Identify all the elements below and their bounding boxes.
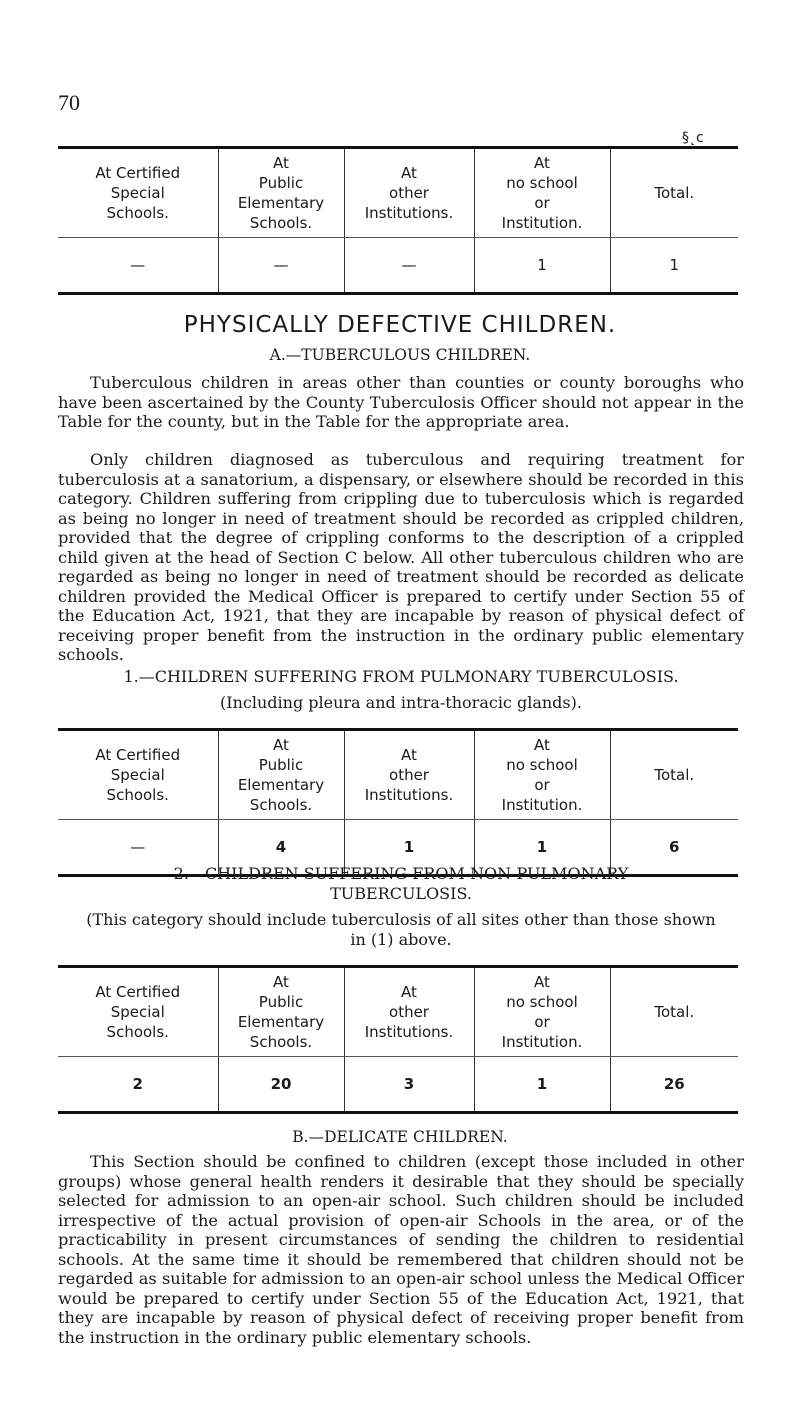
- subsection-1-heading: 1.—CHILDREN SUFFERING FROM PULMONARY TUBERCULOSIS.: [123, 667, 679, 686]
- stray-mark: §˛c: [682, 130, 704, 146]
- cell-no-school: 1: [474, 1057, 610, 1113]
- cell-other: 1: [344, 820, 474, 876]
- header-certified-special: At Certified Special Schools.: [58, 148, 218, 238]
- subsection-2-note-line-1: (This category should include tuberculosis of all sites other than those shown: [86, 910, 716, 929]
- cell-no-school: 1: [474, 238, 610, 294]
- main-heading: PHYSICALLY DEFECTIVE CHILDREN.: [183, 312, 617, 338]
- cell-other: —: [344, 238, 474, 294]
- section-b-para: This Section should be confined to children (except those included in other groups) whose general health renders it desirable that they should be specially selected for admission to an open-air school. Such children should be included irrespective of the actual provision of open-air Schools in the area, or of the practicability in present circumstances of sending the children to residential schools. At the same time it should be remembered that children should not be regarded as suitable for admission to an open-air school unless the Medical Officer would be prepared to certify under Section 55 of the Education Act, 1921, that they are incapable by reason of physical defect of receiving proper benefit from the instruction in the ordinary public elementary schools.: [58, 1152, 744, 1347]
- header-no-school: At no school or Institution.: [474, 967, 610, 1057]
- section-a-para-2: Only children diagnosed as tuberculous and requiring treatment for tuberculosis at a sanatorium, a dispensary, or elsewhere should be recorded in this category. Children suffering from crippling due to tuberculosis which is regarded as being no longer in need of treatment should be recorded as crippled children, provided that the degree of crippling conforms to the description of a crippled child given at the head of Section C below. All other tuberculous children who are regarded as being no longer in need of treatment should be recorded as delicate children provided the Medical Officer is prepared to certify under Section 55 of the Education Act, 1921, that they are incapable by reason of physical defect of receiving proper benefit from the instruction in the ordinary public elementary schools.: [58, 450, 744, 664]
- subsection-1-note: (Including pleura and intra-thoracic glands).: [220, 693, 582, 712]
- cell-no-school: 1: [474, 820, 610, 876]
- header-public-elementary: At Public Elementary Schools.: [218, 967, 344, 1057]
- header-no-school: At no school or Institution.: [474, 148, 610, 238]
- table-2: [58, 728, 738, 877]
- subsection-2-note-line-2: in (1) above.: [350, 930, 452, 949]
- cell-public: 20: [218, 1057, 344, 1113]
- header-no-school: At no school or Institution.: [474, 730, 610, 820]
- cell-public: —: [218, 238, 344, 294]
- subsection-2-heading-line-2: TUBERCULOSIS.: [330, 884, 472, 903]
- header-certified-special: At Certified Special Schools.: [58, 730, 218, 820]
- section-b-heading: B.—DELICATE CHILDREN.: [292, 1128, 508, 1146]
- header-public-elementary: At Public Elementary Schools.: [218, 730, 344, 820]
- cell-certified: —: [58, 820, 218, 876]
- header-other-institutions: At other Institutions.: [344, 148, 474, 238]
- subsection-2-heading-line-1: 2.—CHILDREN SUFFERING FROM NON-PULMONARY: [173, 864, 629, 883]
- table-row: [58, 1057, 738, 1113]
- cell-total: 26: [663, 1075, 685, 1093]
- header-total: Total.: [610, 967, 738, 1057]
- cell-other: 3: [344, 1057, 474, 1113]
- cell-public: 4: [218, 820, 344, 876]
- page-number: 70: [58, 90, 80, 115]
- header-public-elementary: At Public Elementary Schools.: [218, 148, 344, 238]
- section-a-heading: A.—TUBERCULOUS CHILDREN.: [269, 346, 531, 364]
- cell-total: 1: [669, 256, 680, 274]
- cell-total: 6: [669, 838, 680, 856]
- cell-certified: 2: [58, 1057, 218, 1113]
- table-3: [58, 965, 738, 1114]
- table-row: [58, 238, 738, 294]
- header-total: Total.: [610, 730, 738, 820]
- section-a-para-1: Tuberculous children in areas other than counties or county boroughs who have been ascertained by the County Tuberculosis Officer should not appear in the Table for the county, but in the Table for the appropriate area.: [58, 373, 744, 431]
- header-other-institutions: At other Institutions.: [344, 967, 474, 1057]
- header-total: Total.: [610, 148, 738, 238]
- header-other-institutions: At other Institutions.: [344, 730, 474, 820]
- header-certified-special: At Certified Special Schools.: [58, 967, 218, 1057]
- table-1: [58, 146, 738, 295]
- cell-certified: —: [58, 238, 218, 294]
